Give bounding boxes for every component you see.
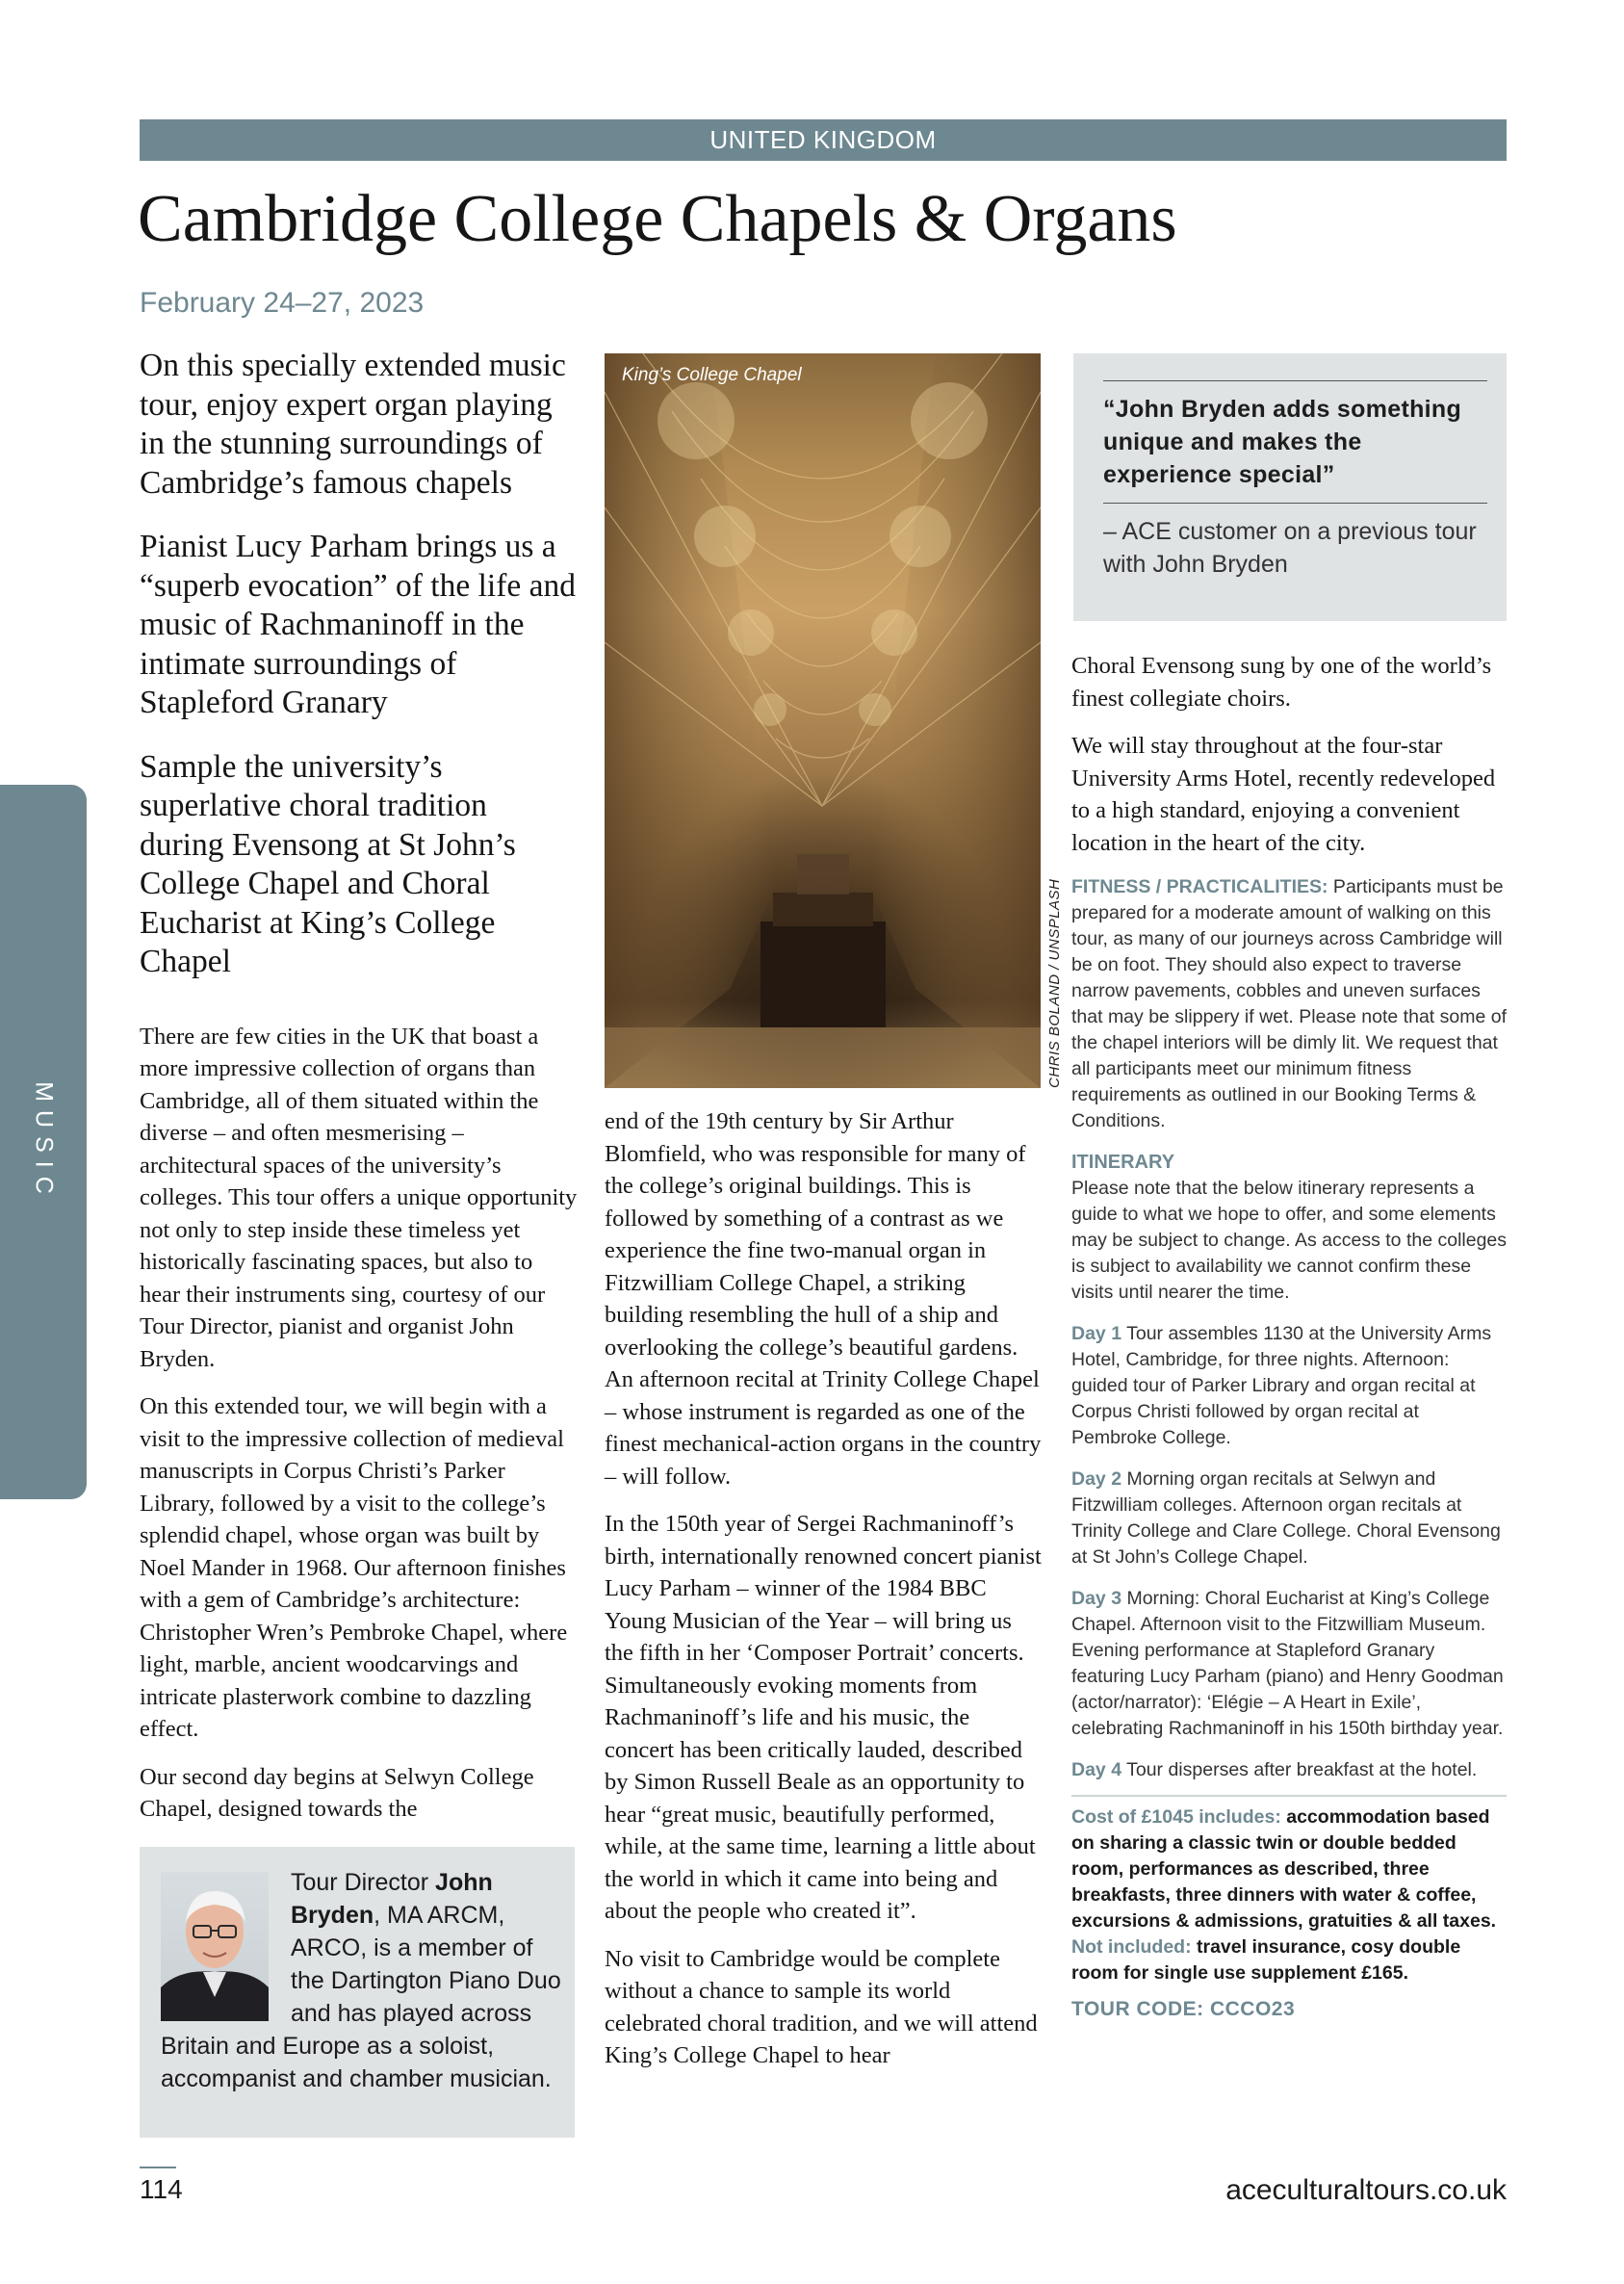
cost-divider — [1071, 1795, 1507, 1797]
column-left — [140, 347, 578, 1841]
avatar — [161, 1872, 269, 2021]
director-intro: Tour Director — [291, 1869, 436, 1896]
testimonial-box — [1073, 353, 1507, 621]
itinerary-day — [1071, 1757, 1507, 1783]
body-paragraph: No visit to Cambridge would be complete without a chance to sample its world celebrated choral tradition, and we will attend King’s College Chapel to hear — [605, 1945, 1038, 2068]
day-text: Morning: Choral Eucharist at King’s College Chapel. Afternoon visit to the Fitzwilliam Museum. Evening performance at Stapleford Granary featuring Lucy Parham (piano) and Henry Goodman (actor/narrator): ‘Elégie – A Heart in Exile’, celebrating Rachmaninoff in his 150th birthday year. — [1071, 1588, 1504, 1739]
body-text — [140, 1021, 578, 1826]
fitness-label: FITNESS / PRACTICALITIES: — [1071, 876, 1328, 897]
body-text — [1071, 650, 1507, 859]
itinerary-day — [1071, 1586, 1507, 1742]
testimonial-quote: “John Bryden adds something unique and makes the experience special” — [1103, 396, 1462, 488]
director-bio-text: , MA ARCM, ARCO, is a member of the Dartington Piano Duo and has played across Britain and Europe as a soloist, accompanist and chamber musician. — [161, 1902, 561, 2092]
column-middle — [605, 1105, 1043, 2088]
section-tab-label: MUSIC — [30, 1081, 58, 1203]
itinerary-heading: ITINERARY — [1071, 1152, 1175, 1173]
fan-vault-illustration — [605, 353, 1041, 1088]
column-right — [1071, 650, 1507, 2021]
itinerary-day — [1071, 1466, 1507, 1570]
body-paragraph: On this extended tour, we will begin with a visit to the impressive collection of medieval manuscripts in Corpus Christi’s Parker Library, followed by a visit to the college’s splendid chapel, whose organ was built by Noel Mander in 1968. Our afternoon finishes with a gem of Cambridge’s architecture: Christopher Wren’s Pembroke Chapel, where light, marble, ancient woodcarvings and intricate plasterwork combine to dazzling effect. — [140, 1393, 568, 1742]
day-label: Day 2 — [1071, 1468, 1122, 1490]
day-text: Tour assembles 1130 at the University Arms Hotel, Cambridge, for three nights. Afternoon: guided tour of Parker Library and organ recital at Corpus Christi followed by organ recital at Pembroke College. — [1071, 1323, 1492, 1448]
day-text: Tour disperses after breakfast at the hotel. — [1121, 1759, 1478, 1780]
body-paragraph: We will stay throughout at the four-star University Arms Hotel, recently redeveloped to a high standard, enjoying a convenient location in the heart of the city. — [1071, 733, 1496, 856]
director-portrait-illustration — [161, 1872, 269, 2021]
section-tab — [0, 785, 87, 1499]
body-paragraph: end of the 19th century by Sir Arthur Blomfield, who was responsible for many of the college’s original buildings. This is followed by something of a contrast as we experience the fine two-manual organ in Fitzwilliam College Chapel, a striking building resembling the hull of a ship and overlooking the college’s beautiful gardens. An afternoon recital at Trinity College Chapel – whose instrument is regarded as one of the finest mechanical-action organs in the country – will follow. — [605, 1108, 1042, 1490]
intro-paragraph: Pianist Lucy Parham brings us a “superb evocation” of the life and music of Rachmaninoff in the intimate surroundings of Stapleford Granary — [140, 529, 576, 720]
director-name: John Bryden — [291, 1869, 493, 1929]
page-number-rule — [140, 2167, 176, 2168]
page-title: Cambridge College Chapels & Organs — [138, 182, 1177, 256]
testimonial-attribution: – ACE customer on a previous tour with John Bryden — [1103, 518, 1477, 578]
intro-paragraph: Sample the university’s superlative choral tradition during Evensong at St John’s College Chapel and Choral Eucharist at King’s College Chapel — [140, 748, 516, 979]
cost-details — [1071, 1804, 1507, 1986]
cost-label: Cost of £1045 includes: — [1071, 1806, 1281, 1828]
day-text: Morning organ recitals at Selwyn and Fitzwilliam colleges. Afternoon organ recitals at Trinity College and Clare College. Choral Evensong at St John’s College Chapel. — [1071, 1468, 1501, 1568]
itinerary-note: Please note that the below itinerary represents a guide to what we hope to offer, and some elements may be subject to change. As access to the colleges is subject to availability we cannot confirm these visits until nearer the time. — [1071, 1178, 1508, 1303]
website-url[interactable]: aceculturaltours.co.uk — [1225, 2174, 1507, 2206]
page-number: 114 — [140, 2174, 183, 2204]
body-paragraph: Our second day begins at Selwyn College Chapel, designed towards the — [140, 1763, 534, 1822]
body-paragraph: In the 150th year of Sergei Rachmaninoff’s birth, internationally renowned concert pianist Lucy Parham – winner of the 1984 BBC Young Musician of the Year – will bring us the fifth in her ‘Composer Portrait’ concerts. Simultaneously evoking moments from Rachmaninoff’s life and his music, the concert has been critically lauded, described by Simon Russell Beale as an opportunity to hear “great music, beautifully performed, while, at the same time, learning a little about the world in which it came into being and about the people who created it”. — [605, 1511, 1042, 1924]
body-paragraph: Choral Evensong sung by one of the world’s finest collegiate choirs. — [1071, 653, 1492, 712]
fitness-note — [1071, 874, 1507, 1134]
not-included-text: travel insurance, cosy double room for single use supplement £165. — [1071, 1936, 1461, 1984]
photo-credit: CHRIS BOLAND / UNSPLASH — [1046, 878, 1063, 1088]
region-banner: UNITED KINGDOM — [140, 119, 1507, 161]
tour-code: TOUR CODE: CCCO23 — [1071, 1998, 1296, 2020]
chapel-photo — [605, 353, 1041, 1088]
not-included-label: Not included: — [1071, 1936, 1192, 1958]
tour-director-box — [140, 1847, 575, 2138]
photo-caption: King’s College Chapel — [622, 365, 802, 385]
cost-text: accommodation based on sharing a classic twin or double bedded room, performances as described, three breakfasts, three dinners with water & coffee, excursions & admissions, gratuities & all taxes. — [1071, 1806, 1497, 1932]
day-label: Day 3 — [1071, 1588, 1122, 1609]
fitness-text: Participants must be prepared for a moderate amount of walking on this tour, as many of our journeys across Cambridge will be on foot. They should also expect to traverse narrow pavements, cobbles and uneven surfaces that may be slippery if wet. Please note that some of the chapel interiors will be dimly lit. We request that all participants meet our minimum fitness requirements as outlined in our Booking Terms & Conditions. — [1071, 876, 1507, 1131]
itinerary-day — [1071, 1321, 1507, 1451]
intro-highlights — [140, 347, 578, 982]
day-label: Day 4 — [1071, 1759, 1122, 1780]
body-paragraph: There are few cities in the UK that boast a more impressive collection of organs than Cambridge, all of them situated within the diverse – and often mesmerising – architectural spaces of the university’s colleges. This tour offers a unique opportunity not only to step inside these timeless yet historically fascinating spaces, but also to hear their instruments sing, courtesy of our Tour Director, pianist and organist John Bryden. — [140, 1023, 578, 1372]
day-label: Day 1 — [1071, 1323, 1122, 1344]
tour-date: February 24–27, 2023 — [140, 287, 425, 319]
intro-paragraph: On this specially extended music tour, enjoy expert organ playing in the stunning surroundings of Cambridge’s famous chapels — [140, 348, 566, 501]
